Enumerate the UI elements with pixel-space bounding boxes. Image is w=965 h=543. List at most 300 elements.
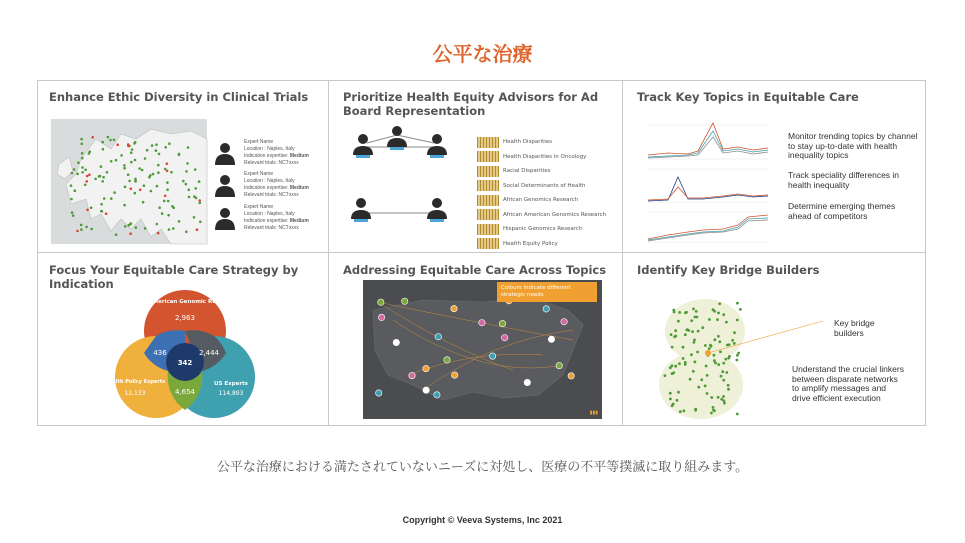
network-node <box>708 318 711 321</box>
network-node <box>736 413 739 416</box>
topic-label: Health Disparities in Oncology <box>503 153 587 160</box>
topic-item <box>477 222 617 237</box>
map-dot <box>139 189 142 192</box>
map-dot <box>194 187 197 190</box>
network-node <box>728 343 731 346</box>
map-dot <box>90 228 93 231</box>
trends-panel <box>623 81 925 253</box>
map-dot <box>115 159 118 162</box>
network-node <box>721 370 724 373</box>
map-pin-icon <box>444 357 450 363</box>
map-dot <box>172 227 175 230</box>
map-dot <box>168 142 171 145</box>
network-node <box>709 344 712 347</box>
advisors-panel <box>329 81 623 253</box>
map-pin-icon <box>568 373 574 379</box>
map-dot <box>167 200 170 203</box>
expert-card[interactable] <box>214 171 324 207</box>
network-node <box>700 378 703 381</box>
map-dot <box>134 192 137 195</box>
network-node <box>706 374 709 377</box>
network-node <box>727 384 730 387</box>
topic-item <box>477 135 617 150</box>
venn-overlap-health-us: 4,654 <box>174 388 196 396</box>
map-dot <box>182 180 185 183</box>
network-node <box>694 316 697 319</box>
map-dot <box>186 162 189 165</box>
brand-mark-icon: ▮▮▮ <box>589 410 598 416</box>
bridge-label-key: Key bridge builders <box>834 318 875 338</box>
map-dot <box>86 209 89 212</box>
network-node <box>682 357 685 360</box>
network-node <box>692 308 695 311</box>
map-dot <box>70 184 73 187</box>
topic-label: Health Disparities <box>503 139 553 146</box>
expert-trials: Relevant trials: NCTxxxx <box>244 192 299 198</box>
map-dot <box>70 198 73 201</box>
trends-title: Track Key Topics in Equitable Care <box>637 90 859 104</box>
map-dot <box>71 172 74 175</box>
network-node <box>713 354 716 357</box>
map-dot <box>166 181 169 184</box>
network-node <box>694 361 697 364</box>
topic-item <box>477 237 617 252</box>
map-pin-icon <box>435 334 441 340</box>
trend-note: Monitor trending topics by channel to stay up-to-date with health inequality topics <box>788 131 918 160</box>
map-dot <box>170 171 173 174</box>
topic-label: Racial Disparities <box>503 168 551 175</box>
map-dot <box>106 171 109 174</box>
network-node <box>674 329 677 332</box>
map-dot <box>94 178 97 181</box>
expert-name: Expert Name <box>244 171 274 177</box>
network-node <box>705 365 708 368</box>
network-node <box>690 353 693 356</box>
map-dot <box>130 161 133 164</box>
expert-card[interactable] <box>214 139 324 175</box>
network-node <box>714 338 717 341</box>
copyright: Copyright © Veeva Systems, Inc 2021 <box>402 515 563 525</box>
map-dot <box>155 149 158 152</box>
map-dot <box>88 174 91 177</box>
map-dot <box>100 165 103 168</box>
network-node <box>722 362 725 365</box>
map-dot <box>130 151 133 154</box>
network-node <box>696 351 699 354</box>
map-dot <box>73 168 76 171</box>
expert-expertise-value: Medium <box>289 153 309 159</box>
venn-value-us: 114,893 <box>218 390 244 397</box>
venn-value-aa: 2,963 <box>174 314 196 322</box>
expert-expertise-label: Indication expertise: <box>244 218 289 224</box>
network-node <box>722 379 725 382</box>
network-node <box>706 392 709 395</box>
map-dot <box>80 138 83 141</box>
feature-grid <box>37 80 926 426</box>
map-dot <box>102 148 105 151</box>
expert-name: Expert Name <box>244 204 274 210</box>
map-dot <box>127 143 130 146</box>
map-pin-icon <box>434 392 440 398</box>
topic-list <box>477 135 617 251</box>
map-dot <box>123 164 126 167</box>
map-dot <box>152 173 155 176</box>
network-node <box>697 330 700 333</box>
network-node <box>672 371 675 374</box>
expert-trials: Relevant trials: NCTxxxx <box>244 160 299 166</box>
map-dot <box>84 184 87 187</box>
map-dot <box>187 146 190 149</box>
network-node <box>718 302 721 305</box>
person-icon <box>353 134 373 158</box>
map-dot <box>196 228 199 231</box>
network-node <box>685 311 688 314</box>
map-dot <box>123 204 126 207</box>
network-node <box>674 365 677 368</box>
map-dot <box>164 168 167 171</box>
map-dot <box>84 169 87 172</box>
map-dot <box>198 180 201 183</box>
expert-expertise-label: Indication expertise: <box>244 153 289 159</box>
diversity-title: Enhance Ethic Diversity in Clinical Trials <box>49 90 309 104</box>
map-dot <box>76 230 79 233</box>
network-node <box>697 386 700 389</box>
network-node <box>691 330 694 333</box>
map-pin-icon <box>452 372 458 378</box>
map-dot <box>131 148 134 151</box>
map-dot <box>157 171 160 174</box>
map-dot <box>90 206 93 209</box>
topic-label: African American Genomics Research <box>503 211 607 218</box>
map-dot <box>110 197 113 200</box>
network-node <box>678 362 681 365</box>
person-icon <box>351 198 371 222</box>
network-node <box>678 311 681 314</box>
map-dot <box>134 178 137 181</box>
map-dot <box>135 226 138 229</box>
network-node <box>736 319 739 322</box>
map-dot <box>130 187 133 190</box>
map-dot <box>107 136 110 139</box>
map-dot <box>142 201 145 204</box>
topic-label: Hispanic Genomics Research <box>503 226 583 233</box>
map-dot <box>158 206 161 209</box>
map-dot <box>76 173 79 176</box>
map-pin-icon <box>378 314 384 320</box>
map-dot <box>123 167 126 170</box>
map-dot <box>161 212 164 215</box>
network-node <box>686 329 689 332</box>
network-node <box>712 406 715 409</box>
network-node <box>719 350 722 353</box>
venn-label-aa: African-American Genomic Researchers <box>123 299 247 305</box>
network-node <box>693 339 696 342</box>
topics-map-panel <box>329 253 623 425</box>
network-node <box>672 403 675 406</box>
map-dot <box>144 157 147 160</box>
network-node <box>728 355 731 358</box>
map-pin-icon <box>393 339 399 345</box>
map-dot <box>88 150 91 153</box>
topic-label: Health Equity Policy <box>503 240 558 247</box>
map-dot <box>188 196 191 199</box>
europe-map-graphic <box>51 119 207 244</box>
network-node <box>671 364 674 367</box>
map-dot <box>129 232 132 235</box>
network-node <box>669 398 672 401</box>
network-node <box>717 335 720 338</box>
map-dot <box>199 202 202 205</box>
map-dot <box>74 189 77 192</box>
map-dot <box>151 144 154 147</box>
map-dot <box>102 176 105 179</box>
network-node <box>704 344 707 347</box>
network-node <box>683 409 686 412</box>
map-dot <box>127 173 130 176</box>
strategy-title: Focus Your Equitable Care Strategy by Indication <box>49 263 299 291</box>
network-node <box>676 399 679 402</box>
network-node <box>679 410 682 413</box>
map-dot <box>116 143 119 146</box>
map-dot <box>81 152 84 155</box>
trend-note: Track speciality differences in health inequality <box>788 170 900 190</box>
map-dot <box>156 223 159 226</box>
map-dot <box>193 216 196 219</box>
map-dot <box>110 160 113 163</box>
map-dot <box>113 139 116 142</box>
map-dot <box>150 190 153 193</box>
advisor-network <box>349 125 469 235</box>
expert-name: Expert Name <box>244 139 274 145</box>
expert-expertise-label: Indication expertise: <box>244 185 289 191</box>
map-pin-icon <box>543 306 549 312</box>
map-dot <box>80 224 83 227</box>
map-dot <box>124 186 127 189</box>
map-dot <box>164 195 167 198</box>
network-node <box>733 331 736 334</box>
map-pin-icon <box>499 320 505 326</box>
map-pin-icon <box>423 387 429 393</box>
venn-overlap-center: 342 <box>177 359 193 367</box>
map-dot <box>155 143 158 146</box>
network-node <box>731 339 734 342</box>
expert-expertise-value: Medium <box>289 218 309 224</box>
venn-label-us: US Experts <box>214 381 248 387</box>
map-dot <box>99 175 102 178</box>
map-dot <box>128 180 131 183</box>
topic-item <box>477 150 617 165</box>
map-dot <box>134 180 137 183</box>
map-pin-icon <box>479 320 485 326</box>
map-dot <box>178 220 181 223</box>
network-node <box>717 312 720 315</box>
map-pin-icon <box>409 372 415 378</box>
expert-location: Location : Naples, Italy <box>244 211 295 217</box>
network-node <box>671 346 674 349</box>
network-node <box>690 319 693 322</box>
map-dot <box>185 170 188 173</box>
venn-overlap-aa-health: 436 <box>153 349 167 357</box>
map-pin-icon <box>524 379 530 385</box>
map-dot <box>149 174 152 177</box>
network-node <box>710 396 713 399</box>
map-pin-icon <box>378 299 384 305</box>
network-node <box>677 391 680 394</box>
expert-card[interactable] <box>214 204 324 240</box>
map-dot <box>120 154 123 157</box>
map-dot <box>81 166 84 169</box>
map-dot <box>86 175 89 178</box>
expert-location: Location : Naples, Italy <box>244 178 295 184</box>
network-node <box>723 402 726 405</box>
map-dot <box>157 232 160 235</box>
map-dot <box>109 139 112 142</box>
network-node <box>722 395 725 398</box>
map-dot <box>85 226 88 229</box>
person-icon <box>427 198 447 222</box>
network-node <box>694 409 697 412</box>
map-dot <box>100 210 103 213</box>
network-node <box>713 310 716 313</box>
network-node <box>725 321 728 324</box>
map-dot <box>185 231 188 234</box>
map-dot <box>77 161 80 164</box>
diversity-panel <box>38 81 329 253</box>
map-dot <box>166 170 169 173</box>
map-dot <box>134 159 137 162</box>
expert-expertise-value: Medium <box>289 185 309 191</box>
person-icon <box>214 141 236 165</box>
network-node <box>704 385 707 388</box>
map-dot <box>166 162 169 165</box>
map-pin-icon <box>451 305 457 311</box>
map-dot <box>81 157 84 160</box>
topics-map-title: Addressing Equitable Care Across Topics <box>343 263 607 277</box>
map-dot <box>158 153 161 156</box>
map-dot <box>101 180 104 183</box>
map-dot <box>124 225 127 228</box>
map-pin-icon <box>423 365 429 371</box>
network-node <box>677 320 680 323</box>
person-icon <box>427 134 447 158</box>
topic-label: Social Determinants of Health <box>503 182 586 189</box>
map-dot <box>71 211 74 214</box>
network-node <box>724 358 727 361</box>
map-pin-icon <box>502 335 508 341</box>
map-dot <box>194 168 197 171</box>
network-graph <box>653 293 763 423</box>
map-dot <box>144 227 147 230</box>
tagline: 公平な治療における満たされていないニーズに対処し、医療の不平等撲滅に取り組みます。 <box>216 460 749 475</box>
map-dot <box>115 233 118 236</box>
network-node <box>670 333 673 336</box>
map-dot <box>146 149 149 152</box>
network-node <box>733 342 736 345</box>
bridge-title: Identify Key Bridge Builders <box>637 263 820 277</box>
map-dot <box>156 185 159 188</box>
page-title: 公平な治療 <box>432 42 533 66</box>
network-node <box>692 370 695 373</box>
map-dot <box>168 228 171 231</box>
network-node <box>736 354 739 357</box>
network-node <box>713 409 716 412</box>
expert-location: Location : Naples, Italy <box>244 146 295 152</box>
network-node <box>725 371 728 374</box>
us-map <box>363 280 602 419</box>
map-dot <box>81 171 84 174</box>
topic-item <box>477 193 617 208</box>
topic-item <box>477 164 617 179</box>
map-dot <box>101 141 104 144</box>
bridge-label-desc: Understand the crucial linkers between disparate networks to amplify messages and drive efficient execution <box>792 364 904 403</box>
topic-label: African Genomics Research <box>503 197 579 204</box>
network-node <box>718 340 721 343</box>
map-dot <box>178 154 181 157</box>
network-node <box>664 374 667 377</box>
map-dot <box>164 146 167 149</box>
map-dot <box>91 136 94 139</box>
network-node <box>673 335 676 338</box>
map-dot <box>100 203 103 206</box>
person-icon <box>387 126 407 150</box>
europe-map <box>51 119 207 244</box>
colour-note: Colours indicate different strategic needs <box>497 282 597 302</box>
network-node <box>739 308 742 311</box>
map-dot <box>143 184 146 187</box>
map-pin-icon <box>489 353 495 359</box>
map-dot <box>166 188 169 191</box>
network-node <box>689 378 692 381</box>
network-node <box>672 309 675 312</box>
network-node <box>736 302 739 305</box>
network-node <box>669 392 672 395</box>
map-dot <box>113 191 116 194</box>
map-dot <box>141 169 144 172</box>
advisors-title: Prioritize Health Equity Advisors for Ad Board Representation <box>343 90 599 118</box>
person-icon <box>214 173 236 197</box>
venn-diagram <box>104 289 258 422</box>
network-node <box>682 346 685 349</box>
network-node <box>720 398 723 401</box>
map-dot <box>163 200 166 203</box>
trend-mini-charts <box>643 117 773 247</box>
bridge-panel <box>623 253 925 425</box>
map-pin-icon <box>561 319 567 325</box>
map-dot <box>80 228 83 231</box>
map-dot <box>193 195 196 198</box>
map-dot <box>85 180 88 183</box>
map-dot <box>103 197 106 200</box>
strategy-panel <box>38 253 329 425</box>
person-icon <box>214 206 236 230</box>
venn-label-health: Health Policy Experts <box>104 379 166 385</box>
venn-overlap-aa-us: 2,444 <box>198 349 220 357</box>
map-dot <box>198 199 201 202</box>
topic-item <box>477 179 617 194</box>
network-node <box>695 310 698 313</box>
network-node <box>684 333 687 336</box>
map-dot <box>72 214 75 217</box>
network-node <box>701 326 704 329</box>
network-node <box>684 363 687 366</box>
network-node <box>714 362 717 365</box>
network-node <box>717 363 720 366</box>
network-node <box>736 359 739 362</box>
map-dot <box>127 224 130 227</box>
map-dot <box>157 164 160 167</box>
trend-note: Determine emerging themes ahead of competitors <box>788 201 896 221</box>
map-dot <box>199 221 202 224</box>
